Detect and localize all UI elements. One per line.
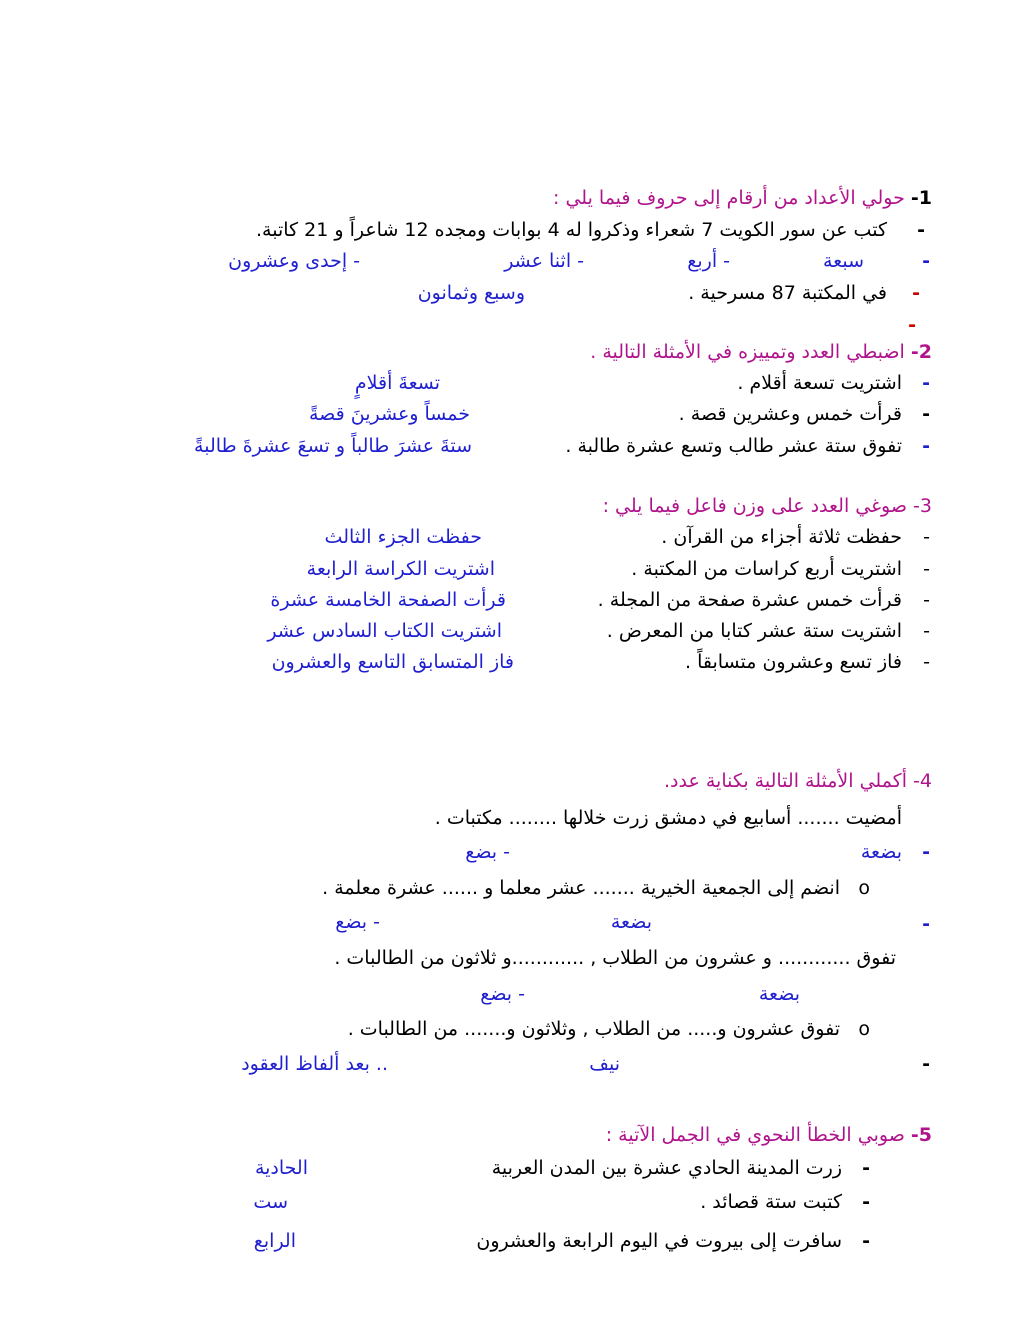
s1-line-2: في المكتبة 87 مسرحية . bbox=[688, 282, 887, 304]
s1-answer-1: سبعة bbox=[822, 250, 864, 272]
bullet-dash: - bbox=[923, 589, 930, 611]
s2-line-3: تفوق ستة عشر طالب وتسع عشرة طالبة . bbox=[565, 435, 902, 457]
s4-word-bid: - بضع bbox=[480, 983, 525, 1005]
section-2-number: 2- bbox=[910, 341, 932, 363]
section-4-title: 4- أكملي الأمثلة التالية بكناية عدد. bbox=[664, 770, 932, 792]
s4-word-nayf: نيف bbox=[589, 1053, 620, 1075]
s2-line-2: قرأت خمس وعشرين قصة . bbox=[678, 403, 902, 425]
o-bullet: o bbox=[858, 1018, 870, 1040]
s5-line-2: كتبت ستة قصائد . bbox=[700, 1191, 842, 1213]
s4-line-4: تفوق عشرون و..... من الطلاب , وثلاثون و....... من الطالبات . bbox=[347, 1018, 840, 1040]
bullet-dash: - bbox=[922, 435, 930, 457]
section-5-number: 5- bbox=[910, 1124, 932, 1146]
section-1-title: حولي الأعداد من أرقام إلى حروف فيما يلي : bbox=[553, 187, 905, 209]
s1-answer-2: - أربع bbox=[687, 250, 730, 272]
s4-word-bidaa: بضعة bbox=[860, 841, 902, 863]
s3-line-3: قرأت خمس عشرة صفحة من المجلة . bbox=[597, 589, 902, 611]
bullet-dash: - bbox=[923, 558, 930, 580]
section-2-title: اضبطي العدد وتمييزه في الأمثلة التالية . bbox=[590, 341, 905, 363]
bullet-dash: - bbox=[912, 282, 920, 304]
s1-line-1: كتب عن سور الكويت 7 شعراء وذكروا له 4 بوابات ومجده 12 شاعراً و 21 كاتبة. bbox=[256, 219, 887, 241]
s5-answer-2: ست bbox=[253, 1191, 288, 1213]
s4-word-bidaa: بضعة bbox=[610, 911, 652, 933]
s5-answer-1: الحادية bbox=[254, 1157, 308, 1179]
s5-line-1: زرت المدينة الحادي عشرة بين المدن العربية bbox=[491, 1157, 842, 1179]
s3-line-2: اشتريت أربع كراسات من المكتبة . bbox=[631, 558, 902, 580]
s2-answer-1: تسعةَ أقلامٍ bbox=[354, 372, 440, 394]
s2-line-1: اشتريت تسعة أقلام . bbox=[737, 372, 902, 394]
s4-word-bid: - بضع bbox=[335, 911, 380, 933]
s4-word-bid: - بضع bbox=[465, 841, 510, 863]
bullet-dash: - bbox=[923, 526, 930, 548]
bullet-dash: - bbox=[922, 372, 930, 394]
s4-word-bidaa: بضعة bbox=[758, 983, 800, 1005]
o-bullet: o bbox=[858, 877, 870, 899]
bullet-dash: - bbox=[923, 620, 930, 642]
section-1-heading bbox=[553, 186, 932, 210]
s2-answer-3: ستةَ عشرَ طالباً و تسعَ عشرةَ طالبةً bbox=[194, 435, 472, 457]
s5-answer-3: الرابع bbox=[253, 1230, 296, 1252]
bullet-dash: - bbox=[922, 841, 930, 863]
s3-answer-5: فاز المتسابق التاسع والعشرون bbox=[271, 651, 514, 673]
bullet-dash: - bbox=[862, 1157, 870, 1179]
s5-line-3: سافرت إلى بيروت في اليوم الرابعة والعشرون bbox=[476, 1230, 842, 1252]
bullet-dash: - bbox=[862, 1191, 870, 1213]
s4-line-2: انضم إلى الجمعية الخيرية ....... عشر معلما و ...... عشرة معلمة . bbox=[322, 877, 840, 899]
section-1-number: 1- bbox=[910, 187, 932, 209]
s3-answer-1: حفظت الجزء الثالث bbox=[324, 526, 482, 548]
s3-answer-2: اشتريت الكراسة الرابعة bbox=[306, 558, 495, 580]
section-3-title: 3- صوغي العدد على وزن فاعل فيما يلي : bbox=[602, 495, 932, 517]
s4-word-after-decades: .. بعد ألفاظ العقود bbox=[241, 1053, 388, 1075]
s3-line-5: فاز تسع وعشرون متسابقاً . bbox=[684, 651, 902, 673]
bullet-dash: - bbox=[862, 1230, 870, 1252]
section-5-title: صوبي الخطأ النحوي في الجمل الآتية : bbox=[605, 1124, 905, 1146]
s1-answer-5: وسبع وثمانون bbox=[417, 282, 525, 304]
bullet-dash: - bbox=[922, 913, 930, 935]
s1-answer-4: - إحدى وعشرون bbox=[228, 250, 360, 272]
s3-line-4: اشتريت ستة عشر كتابا من المعرض . bbox=[606, 620, 902, 642]
section-2-heading bbox=[590, 340, 932, 364]
s2-answer-2: خمساً وعشرينَ قصةً bbox=[309, 403, 470, 425]
s1-answer-3: - اثنا عشر bbox=[504, 250, 584, 272]
bullet-dash: - bbox=[922, 250, 930, 272]
bullet-dash: - bbox=[922, 403, 930, 425]
s4-line-1: أمضيت ....... أسابيع في دمشق زرت خلالها ........ مكتبات . bbox=[434, 807, 902, 829]
s3-answer-4: اشتريت الكتاب السادس عشر bbox=[267, 620, 502, 642]
s3-line-1: حفظت ثلاثة أجزاء من القرآن . bbox=[661, 526, 902, 548]
s3-answer-3: قرأت الصفحة الخامسة عشرة bbox=[270, 589, 506, 611]
s4-line-3: تفوق ............ و عشرون من الطلاب , ............و ثلاثون من الطالبات . bbox=[334, 947, 896, 969]
bullet-dash: - bbox=[917, 219, 925, 241]
bullet-dash: - bbox=[908, 314, 916, 336]
bullet-dash: - bbox=[922, 1053, 930, 1075]
bullet-dash: - bbox=[923, 651, 930, 673]
section-5-heading bbox=[606, 1123, 932, 1147]
